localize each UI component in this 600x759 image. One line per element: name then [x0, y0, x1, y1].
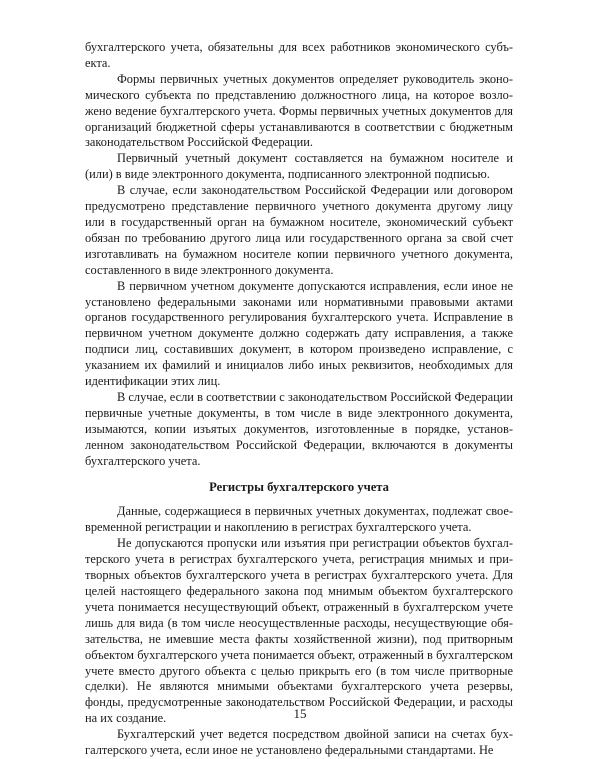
paragraph: Первичный учетный документ составляется на бумажном носителе и (или) в виде электронного документа, подписанного электронной подписью.: [85, 151, 513, 182]
page-number: 15: [293, 706, 307, 721]
paragraph: В случае, если в соответствии с законодательством Российской Федерации первичные учетные документы, в том числе в виде электронного документа, изымаются, копии изъятых документов, изготовленные в порядке, установленном законодательством Российской Федерации, включаются в документы бухгалтерского учета.: [85, 389, 513, 468]
paragraph: бухгалтерского учета, обязательны для всех работников экономического субъекта.: [85, 40, 513, 70]
paragraph: Бухгалтерский учет ведется посредством двойной записи на счетах бухгалтерского учета, если иное не установлено федеральными стандартами. Не: [85, 727, 513, 758]
paragraph: Формы первичных учетных документов определяет руководитель экономического субъекта по представлению должностного лица, на которое возложено ведение бухгалтерского учета. Формы первичных учетных документов для организаций бюджетной сферы устанавливаются в соответствии с бюджетным законодательством Российской Федерации.: [85, 71, 513, 150]
body-text: [85, 40, 513, 759]
paragraph: В первичном учетном документе допускаются исправления, если иное не установлено федеральными законами или нормативными правовыми актами органов государственного регулирования бухгалтерского учета. Исправление в первичном учетном документе должно содержать дату исправления, а также подписи лиц, составивших документ, в котором произведено исправление, с указанием их фамилий и инициалов либо иных реквизитов, необходимых для идентификации этих лиц.: [85, 278, 513, 389]
paragraph: В случае, если законодательством Российской Федерации или договором предусмотрено представление первичного учетного документа другому лицу или в государственный орган на бумажном носителе, экономический субъект обязан по требованию другого лица или государственного органа за свой счет изготавливать на бумажном носителе копии первичного учетного документа, составленного в виде электронного документа.: [85, 183, 513, 277]
paragraph: Не допускаются пропуски или изъятия при регистрации объектов бухгалтерского учета в регистрах бухгалтерского учета, регистрация мнимых и притворных объектов бухгалтерского учета в регистрах бухгалтерского учета. Для целей настоящего федерального закона под мнимым объектом бухгалтерского учета понимается несуществующий объект, отраженный в бухгалтерском учете лишь для вида (в том числе неосуществленные расходы, несуществующие обязательства, не имевшие места факты хозяйственной жизни), под притворным объектом бухгалтерского учета понимается объект, отраженный в бухгалтерском учете вместо другого объекта с целью прикрыть его (в том числе притворные сделки). Не являются мнимыми объектами бухгалтерского учета резервы, фонды, предусмотренные законодательством Российской Федерации, и расходы на их создание.: [85, 536, 513, 726]
paragraph: Данные, содержащиеся в первичных учетных документах, подлежат своевременной регистрации и накоплению в регистрах бухгалтерского учета.: [85, 504, 513, 535]
section-heading: Регистры бухгалтерского учета: [209, 480, 389, 495]
